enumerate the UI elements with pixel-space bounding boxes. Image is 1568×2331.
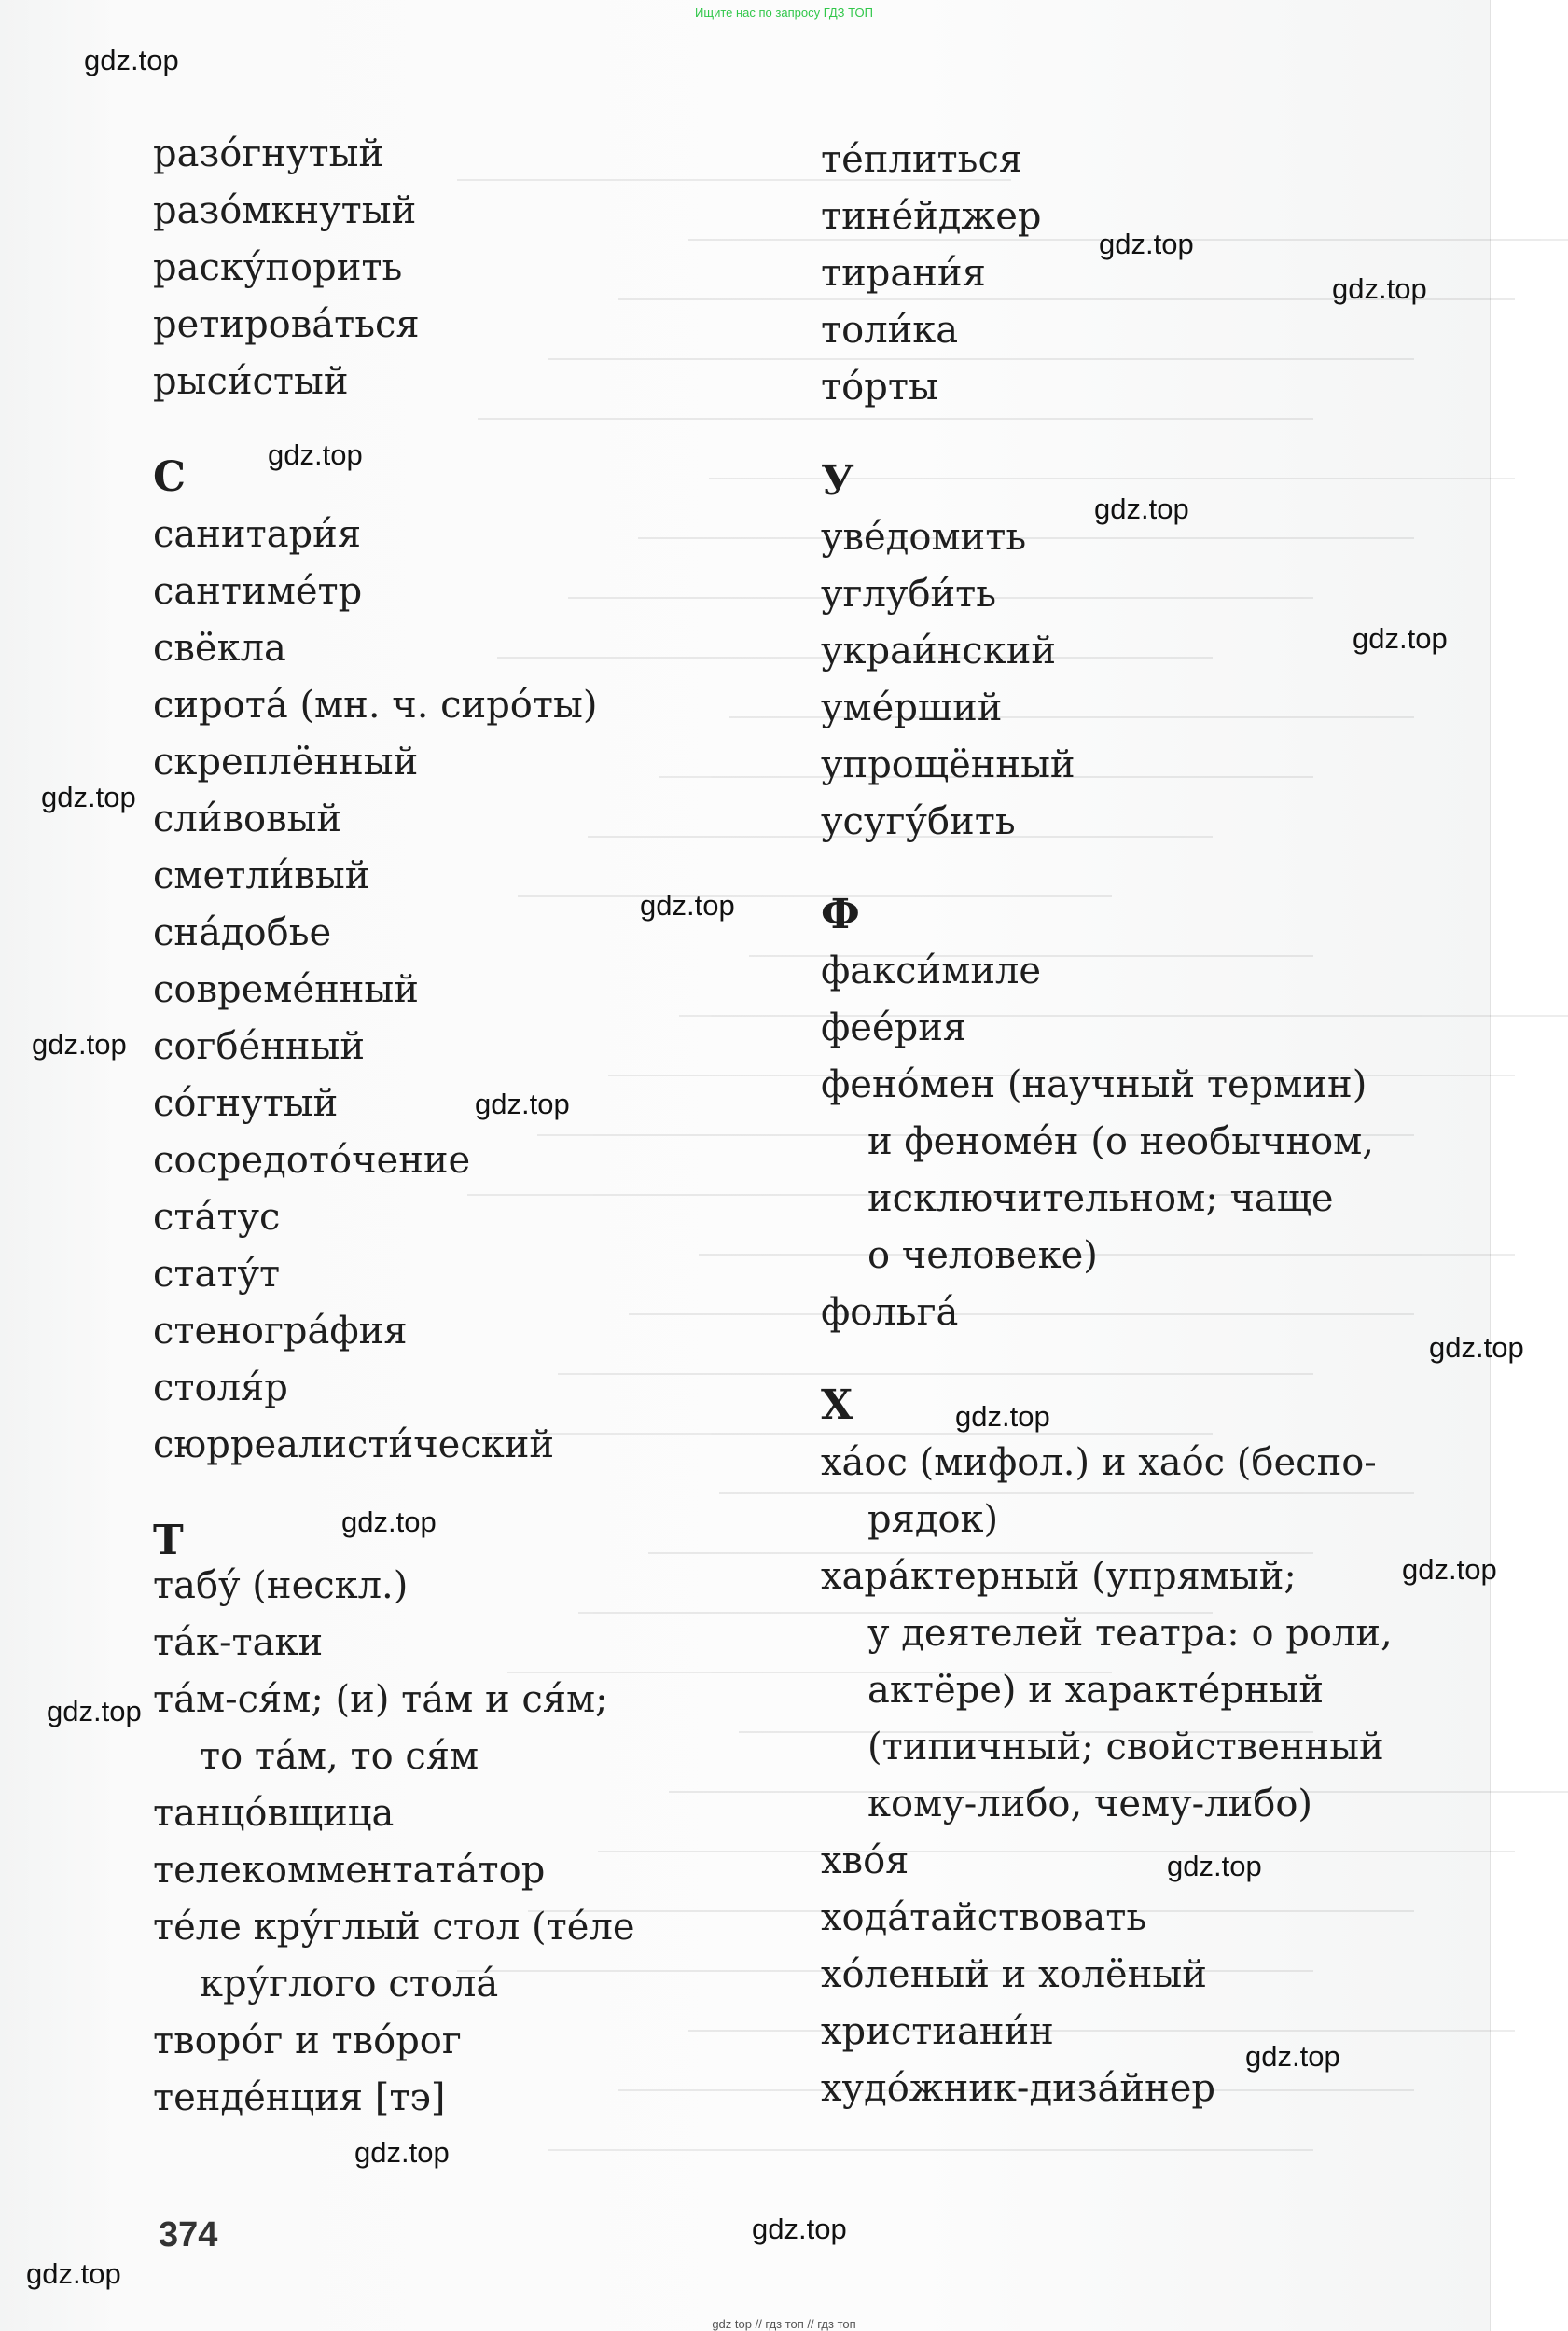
section-letter: Х: [821, 1381, 853, 1429]
watermark: gdz.top: [955, 1400, 1050, 1433]
dictionary-entry: разо́мкнутый: [153, 189, 417, 232]
dictionary-entry: хара́ктерный (упрямый;: [821, 1555, 1297, 1598]
dictionary-entry: те́ле кру́глый стол (те́ле: [153, 1906, 635, 1949]
watermark: gdz.top: [1353, 622, 1448, 655]
dictionary-entry: столя́р: [153, 1367, 288, 1409]
watermark: gdz.top: [1099, 228, 1194, 260]
entry-continuation: и феноме́н (о необычном,: [867, 1120, 1375, 1163]
watermark: gdz.top: [640, 889, 735, 922]
entry-continuation: исключительном; чаще: [867, 1177, 1334, 1220]
dictionary-entry: совреме́нный: [153, 968, 419, 1011]
watermark: gdz.top: [1167, 1850, 1262, 1882]
watermark: gdz.top: [47, 1695, 142, 1727]
dictionary-entry: ста́тус: [153, 1196, 281, 1239]
dictionary-entry: тирани́я: [821, 252, 986, 295]
dictionary-entry: фее́рия: [821, 1006, 967, 1049]
dictionary-entry: уме́рший: [821, 687, 1003, 729]
dictionary-entry: санитари́я: [153, 513, 362, 556]
entry-continuation: кому-либо, чему-либо): [867, 1783, 1313, 1825]
dictionary-entry: сметли́вый: [153, 854, 370, 897]
dictionary-entry: толи́ка: [821, 309, 959, 352]
dictionary-entry: худо́жник-диза́йнер: [821, 2067, 1215, 2110]
dictionary-entry: табу́ (нескл.): [153, 1564, 409, 1607]
dictionary-entry: углуби́ть: [821, 573, 997, 616]
section-letter: С: [153, 453, 187, 501]
dictionary-entry: фено́мен (научный термин): [821, 1063, 1367, 1106]
watermark: gdz.top: [1402, 1553, 1497, 1586]
dictionary-entry: хво́я: [821, 1839, 909, 1882]
section-letter: Ф: [821, 891, 860, 938]
dictionary-entry: христиани́н: [821, 2010, 1054, 2053]
dictionary-entry: хода́тайствовать: [821, 1896, 1147, 1939]
dictionary-entry: творо́г и тво́рог: [153, 2019, 462, 2062]
dictionary-entry: согбе́нный: [153, 1025, 366, 1068]
dictionary-entry: сли́вовый: [153, 798, 342, 840]
entry-continuation: актёре) и характе́рный: [867, 1669, 1325, 1712]
dictionary-entry: сна́добье: [153, 911, 332, 954]
dictionary-entry: сюрреалисти́ческий: [153, 1423, 555, 1466]
dictionary-entry: упрощённый: [821, 743, 1075, 786]
dictionary-entry: уве́домить: [821, 516, 1027, 559]
watermark: gdz.top: [475, 1088, 570, 1120]
dictionary-entry: со́гнутый: [153, 1082, 339, 1125]
watermark: gdz.top: [84, 44, 179, 76]
dictionary-entry: та́к-таки: [153, 1621, 324, 1664]
dictionary-entry: факси́миле: [821, 950, 1042, 992]
dictionary-entry: раску́порить: [153, 246, 403, 289]
dictionary-entry: разо́гнутый: [153, 132, 384, 175]
section-letter: Т: [153, 1517, 184, 1564]
dictionary-entry: ретирова́ться: [153, 303, 420, 346]
entry-continuation: о человеке): [867, 1234, 1098, 1277]
dictionary-entry: тенде́нция [тэ]: [153, 2076, 446, 2119]
watermark: gdz.top: [341, 1505, 437, 1538]
dictionary-entry: тине́йджер: [821, 195, 1042, 238]
dictionary-entry: скреплённый: [153, 741, 419, 784]
watermark: gdz.top: [1429, 1331, 1524, 1364]
dictionary-entry: те́плиться: [821, 138, 1023, 181]
watermark: gdz.top: [1332, 272, 1427, 305]
entry-continuation: рядок): [867, 1498, 999, 1541]
entry-continuation: то та́м, то ся́м: [200, 1735, 479, 1778]
watermark: gdz.top: [26, 2257, 121, 2290]
dictionary-entry: телекомментата́тор: [153, 1849, 546, 1892]
dictionary-entry: фольга́: [821, 1291, 959, 1334]
ghost-line: [548, 300, 1414, 360]
dictionary-entry: ха́ос (мифол.) и хао́с (беспо-: [821, 1441, 1377, 1484]
watermark: gdz.top: [41, 781, 136, 813]
watermark: gdz.top: [1094, 493, 1189, 525]
section-letter: У: [821, 457, 854, 505]
dictionary-entry: сантиме́тр: [153, 570, 363, 613]
watermark: gdz.top: [32, 1028, 127, 1061]
ghost-line: [679, 957, 1568, 1017]
entry-continuation: кру́глого стола́: [200, 1963, 499, 2005]
footer-note[interactable]: gdz top // гдз топ // гдз топ: [712, 2317, 856, 2331]
dictionary-entry: сосредото́чение: [153, 1139, 471, 1182]
dictionary-entry: стеногра́фия: [153, 1310, 408, 1353]
dictionary-entry: сирота́ (мн. ч. сиро́ты): [153, 684, 598, 727]
dictionary-entry: та́м-ся́м; (и) та́м и ся́м;: [153, 1678, 608, 1721]
ghost-line: [638, 479, 1414, 539]
dictionary-entry: усугу́бить: [821, 800, 1016, 843]
watermark: gdz.top: [752, 2213, 847, 2245]
entry-continuation: у деятелей театра: о роли,: [867, 1612, 1393, 1655]
watermark: gdz.top: [1245, 2040, 1340, 2073]
watermark: gdz.top: [268, 438, 363, 471]
dictionary-entry: свёкла: [153, 627, 286, 670]
dictionary-entry: танцо́вщица: [153, 1792, 395, 1835]
watermark: gdz.top: [354, 2136, 450, 2169]
dictionary-entry: то́рты: [821, 366, 938, 409]
dictionary-entry: рыси́стый: [153, 360, 349, 403]
header-note[interactable]: Ищите нас по запросу ГДЗ ТОП: [695, 6, 873, 20]
entry-continuation: (типичный; свойственный: [867, 1726, 1384, 1769]
ghost-line: [518, 838, 1112, 897]
dictionary-entry: украи́нский: [821, 630, 1057, 673]
dictionary-entry: стату́т: [153, 1253, 281, 1296]
page-number: 374: [159, 2215, 218, 2255]
dictionary-entry: хо́леный и холёный: [821, 1953, 1207, 1996]
